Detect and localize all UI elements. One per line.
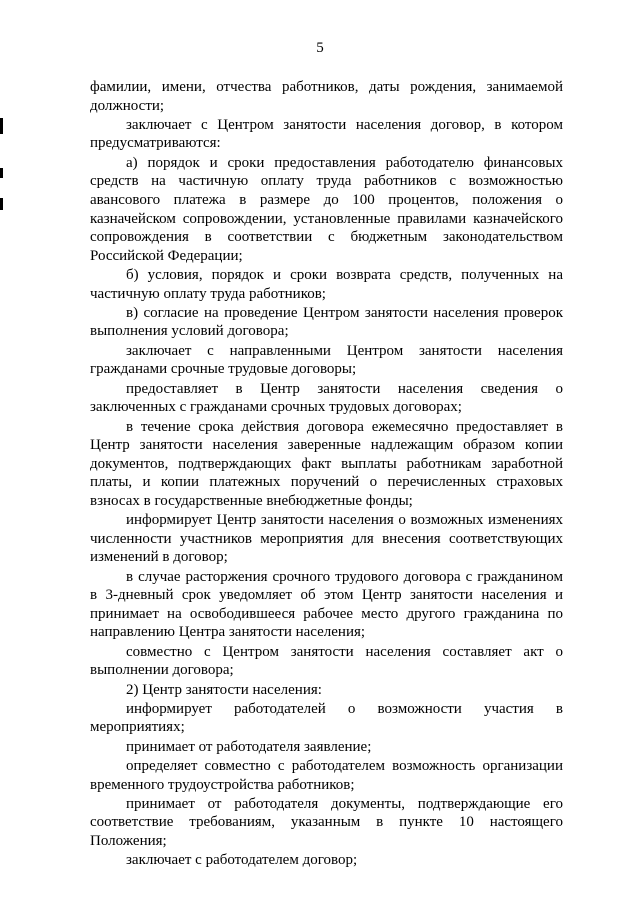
paragraph: информирует Центр занятости населения о возможных изменениях численности участников мероприятия для внесения соответствующих изменений в договор;	[90, 512, 563, 566]
paragraph: информирует работодателей о возможности участия в мероприятиях;	[90, 700, 563, 736]
paragraph: в случае расторжения срочного трудового договора с гражданином в 3-дневный срок уведомляет об этом Центр занятости населения и принимает на освободившееся рабочее место другого гражданина по направлению Центра занятости населения;	[90, 568, 563, 641]
paragraph: а) порядок и сроки предоставления работодателю финансовых средств на частичную оплату труда работников с возможностью авансового платежа в размере до 100 процентов, положения о казначейском сопровождении, установленные правилами казначейского сопровождения в соответствии с бюджетным законодательством Российской Федерации;	[90, 154, 563, 264]
paragraph: в течение срока действия договора ежемесячно предоставляет в Центр занятости населения заверенные надлежащим образом копии документов, подтверждающих факт выплаты работникам заработной платы, и копии платежных поручений о перечисленных страховых взносах в государственные внебюджетные фонды;	[90, 418, 563, 509]
paragraph: 2) Центр занятости населения:	[126, 681, 322, 698]
paragraph: совместно с Центром занятости населения составляет акт о выполнении договора;	[90, 643, 563, 679]
paragraph: определяет совместно с работодателем возможность организации временного трудоустройства работников;	[90, 758, 563, 793]
paragraph: принимает от работодателя заявление;	[126, 738, 372, 755]
document-body	[90, 78, 563, 871]
paragraph: в) согласие на проведение Центром занятости населения проверок выполнения условий договора;	[90, 304, 563, 340]
scan-edge-mark	[0, 198, 3, 210]
paragraph: заключает с работодателем договор;	[126, 852, 358, 869]
scan-edge-mark	[0, 168, 3, 178]
paragraph: заключает с направленными Центром занятости населения гражданами срочные трудовые договоры;	[90, 342, 563, 378]
scan-edge-mark	[0, 118, 3, 134]
paragraph: предоставляет в Центр занятости населения сведения о заключенных с гражданами срочных трудовых договорах;	[90, 380, 563, 416]
paragraph: принимает от работодателя документы, подтверждающие его соответствие требованиям, указанным в пункте 10 настоящего Положения;	[90, 795, 563, 850]
paragraph: заключает с Центром занятости населения договор, в котором предусматриваются:	[90, 116, 563, 152]
paragraph: б) условия, порядок и сроки возврата средств, полученных на частичную оплату труда работников;	[90, 267, 563, 302]
paragraph: фамилии, имени, отчества работников, даты рождения, занимаемой должности;	[90, 79, 563, 114]
page-number: 5	[316, 40, 324, 56]
